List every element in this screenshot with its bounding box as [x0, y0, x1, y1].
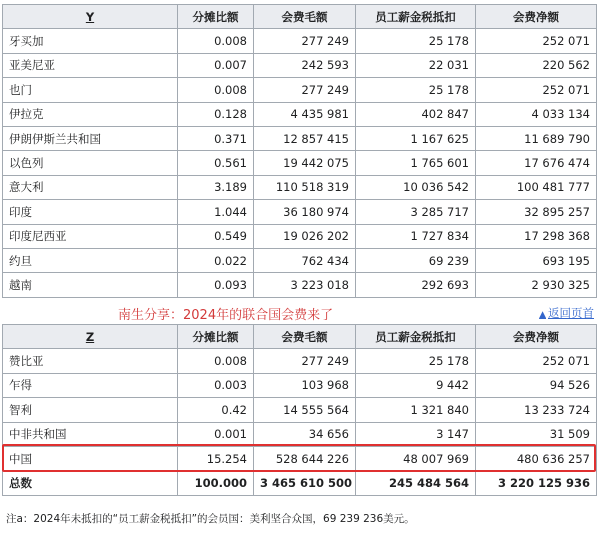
triangle-up-icon: ▲ [539, 310, 546, 320]
net-contribution: 17 676 474 [476, 151, 597, 175]
staff-tax-credit: 22 031 [356, 53, 476, 77]
total-tax-credit: 245 484 564 [356, 471, 476, 495]
total-rate: 100.000 [178, 471, 254, 495]
table-row [3, 102, 597, 126]
gross-contribution: 34 656 [254, 422, 356, 446]
scale-rate: 0.008 [178, 29, 254, 53]
country-name: 伊拉克 [3, 102, 178, 126]
staff-tax-credit: 10 036 542 [356, 175, 476, 199]
net-contribution: 13 233 724 [476, 398, 597, 422]
staff-tax-credit: 9 442 [356, 373, 476, 397]
country-name: 乍得 [3, 373, 178, 397]
scale-rate: 0.561 [178, 151, 254, 175]
staff-tax-credit: 1 765 601 [356, 151, 476, 175]
staff-tax-credit: 3 285 717 [356, 200, 476, 224]
staff-tax-credit: 1 167 625 [356, 126, 476, 150]
scale-rate: 0.093 [178, 273, 254, 297]
table-row [3, 398, 597, 422]
gross-contribution: 762 434 [254, 248, 356, 272]
country-name: 以色列 [3, 151, 178, 175]
country-name: 亚美尼亚 [3, 53, 178, 77]
table-header-row [3, 325, 597, 349]
country-name: 赞比亚 [3, 349, 178, 373]
scale-rate: 0.022 [178, 248, 254, 272]
staff-tax-credit: 48 007 969 [356, 446, 476, 470]
country-name: 意大利 [3, 175, 178, 199]
letter-header[interactable]: Y [3, 5, 178, 29]
country-name: 伊朗伊斯兰共和国 [3, 126, 178, 150]
table-row [3, 78, 597, 102]
net-contribution: 4 033 134 [476, 102, 597, 126]
scale-rate: 0.001 [178, 422, 254, 446]
table-row [3, 373, 597, 397]
rate-header: 分摊比额 [178, 5, 254, 29]
net-contribution: 252 071 [476, 29, 597, 53]
country-name: 越南 [3, 273, 178, 297]
scale-rate: 0.128 [178, 102, 254, 126]
gross-contribution: 528 644 226 [254, 446, 356, 470]
gross-contribution: 103 968 [254, 373, 356, 397]
table-row [3, 422, 597, 446]
country-name: 牙买加 [3, 29, 178, 53]
table-row [3, 175, 597, 199]
country-name: 印度尼西亚 [3, 224, 178, 248]
net-contribution: 220 562 [476, 53, 597, 77]
scale-rate: 3.189 [178, 175, 254, 199]
country-name: 也门 [3, 78, 178, 102]
net-contribution: 17 298 368 [476, 224, 597, 248]
country-name: 约旦 [3, 248, 178, 272]
table-row [3, 224, 597, 248]
country-name: 中国 [3, 446, 178, 470]
table-row [3, 273, 597, 297]
tax-credit-header: 员工薪金税抵扣 [356, 325, 476, 349]
total-row [3, 471, 597, 495]
gross-contribution: 242 593 [254, 53, 356, 77]
gross-contribution: 277 249 [254, 29, 356, 53]
table-row [3, 53, 597, 77]
table-row [3, 29, 597, 53]
gross-contribution: 110 518 319 [254, 175, 356, 199]
net-header: 会费净额 [476, 5, 597, 29]
footnote: 注a：2024年未抵扣的“员工薪金税抵扣”的会员国：美利坚合众国，69 239 236美元。 [6, 513, 415, 525]
total-gross: 3 465 610 500 [254, 471, 356, 495]
staff-tax-credit: 25 178 [356, 29, 476, 53]
scale-rate: 1.044 [178, 200, 254, 224]
contributions-table-y [2, 4, 597, 298]
staff-tax-credit: 25 178 [356, 349, 476, 373]
table-row [3, 349, 597, 373]
gross-contribution: 36 180 974 [254, 200, 356, 224]
country-name: 中非共和国 [3, 422, 178, 446]
letter-header[interactable]: Z [3, 325, 178, 349]
scale-rate: 0.549 [178, 224, 254, 248]
table-row [3, 126, 597, 150]
scale-rate: 0.008 [178, 78, 254, 102]
rate-header: 分摊比额 [178, 325, 254, 349]
gross-contribution: 3 223 018 [254, 273, 356, 297]
gross-header: 会费毛额 [254, 5, 356, 29]
net-contribution: 32 895 257 [476, 200, 597, 224]
staff-tax-credit: 1 321 840 [356, 398, 476, 422]
table-row [3, 151, 597, 175]
scale-rate: 0.007 [178, 53, 254, 77]
country-name: 印度 [3, 200, 178, 224]
staff-tax-credit: 3 147 [356, 422, 476, 446]
gross-contribution: 12 857 415 [254, 126, 356, 150]
scale-rate: 0.371 [178, 126, 254, 150]
net-contribution: 100 481 777 [476, 175, 597, 199]
staff-tax-credit: 402 847 [356, 102, 476, 126]
net-contribution: 252 071 [476, 78, 597, 102]
table-header-row [3, 5, 597, 29]
net-contribution: 693 195 [476, 248, 597, 272]
tax-credit-header: 员工薪金税抵扣 [356, 5, 476, 29]
table-row [3, 248, 597, 272]
gross-contribution: 277 249 [254, 349, 356, 373]
net-contribution: 11 689 790 [476, 126, 597, 150]
gross-contribution: 19 442 075 [254, 151, 356, 175]
net-contribution: 31 509 [476, 422, 597, 446]
gross-header: 会费毛额 [254, 325, 356, 349]
gross-contribution: 4 435 981 [254, 102, 356, 126]
back-to-top-label: 返回页首 [548, 306, 594, 320]
net-contribution: 252 071 [476, 349, 597, 373]
net-contribution: 94 526 [476, 373, 597, 397]
scale-rate: 0.008 [178, 349, 254, 373]
gross-contribution: 277 249 [254, 78, 356, 102]
scale-rate: 0.42 [178, 398, 254, 422]
staff-tax-credit: 69 239 [356, 248, 476, 272]
staff-tax-credit: 292 693 [356, 273, 476, 297]
staff-tax-credit: 1 727 834 [356, 224, 476, 248]
net-header: 会费净额 [476, 325, 597, 349]
contributions-table-z [2, 324, 597, 496]
net-contribution: 2 930 325 [476, 273, 597, 297]
share-banner [0, 303, 600, 323]
gross-contribution: 19 026 202 [254, 224, 356, 248]
scale-rate: 15.254 [178, 446, 254, 470]
back-to-top-link[interactable] [539, 305, 594, 321]
scale-rate: 0.003 [178, 373, 254, 397]
staff-tax-credit: 25 178 [356, 78, 476, 102]
table-row [3, 200, 597, 224]
gross-contribution: 14 555 564 [254, 398, 356, 422]
total-net: 3 220 125 936 [476, 471, 597, 495]
total-label: 总数 [3, 471, 178, 495]
country-name: 智利 [3, 398, 178, 422]
banner-title: 南生分享：2024年的联合国会费来了 [118, 308, 334, 323]
table-row [3, 446, 597, 470]
net-contribution: 480 636 257 [476, 446, 597, 470]
